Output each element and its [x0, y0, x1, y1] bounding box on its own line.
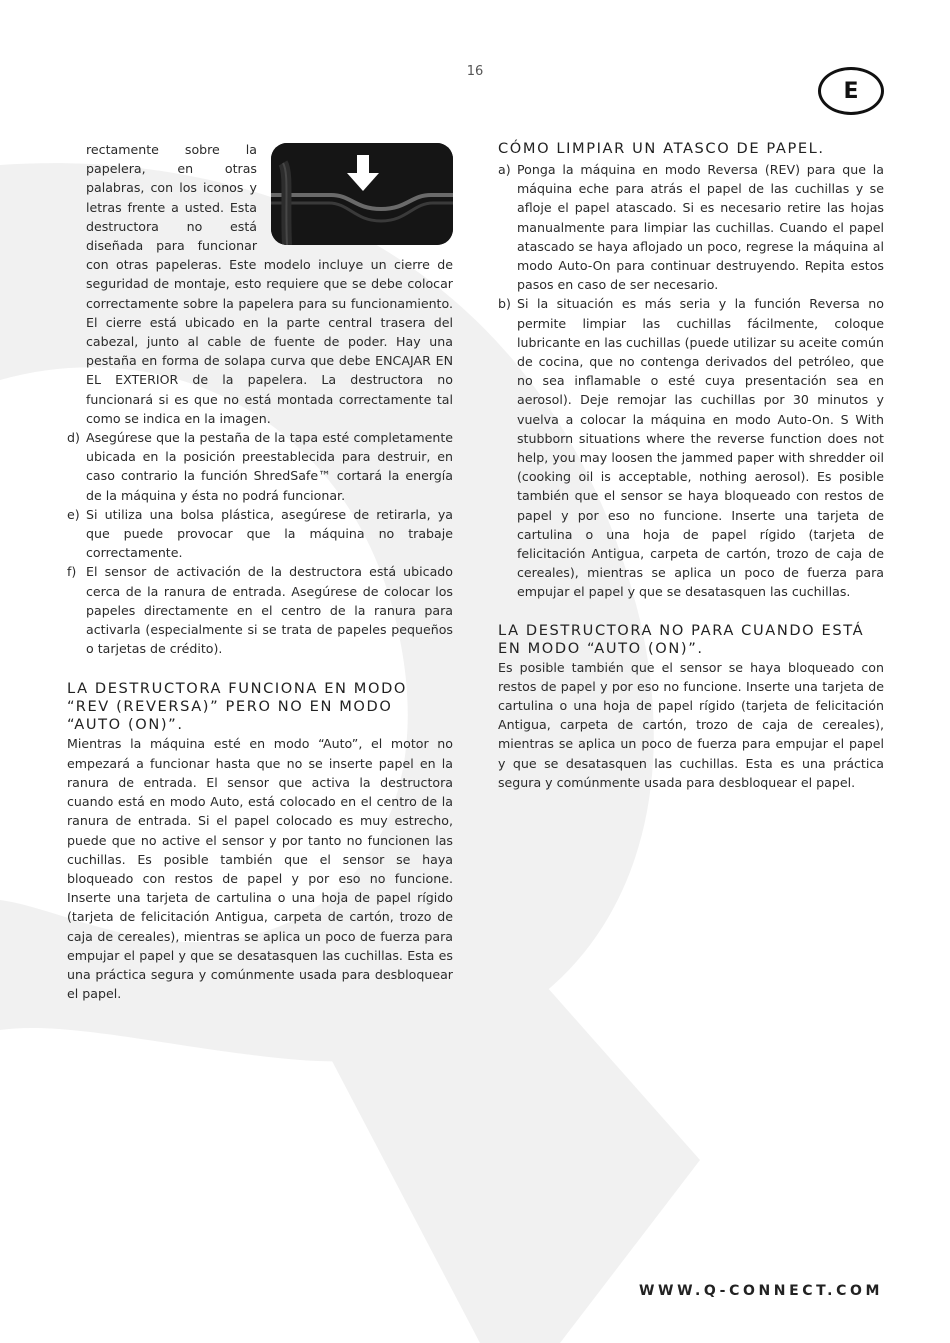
- section-heading-no-stop: LA DESTRUCTORA NO PARA CUANDO ESTÁ EN MODO “AUTO (ON)”.: [498, 621, 865, 657]
- footer-website: WWW.Q-CONNECT.COM: [639, 1283, 883, 1299]
- list-item-a: [498, 160, 884, 294]
- list-letter: f): [67, 564, 77, 580]
- list-text: Si utiliza una bolsa plástica, asegúrese de retirarla, ya que puede provocar que la máquina no trabaje correctamente.: [86, 506, 453, 561]
- list-letter: b): [498, 296, 511, 312]
- list-text: Ponga la máquina en modo Reversa (REV) para que la máquina eche para atrás el papel de las cuchillas y se afloje el papel atascado. Si es necesario retire las hojas manualmente para limpiar las cuchillas. Cuando el papel atascado se haya aflojado un poco, regrese la máquina al modo Auto-On para continuar destruyendo. Repita estos pasos en caso de ser necesario.: [517, 162, 884, 293]
- section-heading-rev-mode: LA DESTRUCTORA FUNCIONA EN MODO “REV (REVERSA)” PERO NO EN MODO “AUTO (ON)”.: [67, 680, 407, 734]
- list-letter: a): [498, 162, 511, 177]
- list-letter: d): [67, 430, 80, 446]
- section-heading-clear-jam: CÓMO LIMPIAR UN ATASCO DE PAPEL.: [498, 140, 825, 157]
- list-text: Si la situación es más seria y la función Reversa no permite limpiar las cuchillas fácilmente, coloque lubricante en las cuchillas (puede utilizar su aceite común de cocina, que no contenga derivados del petróleo, que no sea inflamable o esté cuya presentación sea en aerosol). Deje remojar las cuchillas por 30 minutos y vuelva a colocar la máquina en modo Auto-On. S With stubborn situations where the reverse function does not help, you may loosen the jammed paper with shredder oil (cooking oil is acceptable, nothing aerosol). Es posible también que el sensor se haya bloqueado con restos de papel y por eso no funcione. Inserte una tarjeta de cartulina o una hoja de papel rígido (tarjeta de felicitación Antigua, carpeta de cartón, trozo de caja de cereales), mientras se aplica un poco de fuerza para empujar el papel y que se desatasquen las cuchillas.: [517, 296, 884, 600]
- page-number: 16: [466, 64, 484, 79]
- intro-paragraph: [67, 140, 453, 428]
- right-column: [498, 140, 884, 792]
- shredder-lock-illustration: [271, 143, 453, 245]
- list-item-d: [67, 428, 453, 505]
- section-body-rev-mode: Mientras la máquina esté en modo “Auto”, el motor no empezará a funcionar hasta que no se inserte papel en la ranura de entrada. El sensor que activa la destructora cuando está en modo Auto, está colocado en el centro de la ranura de entrada. Si el papel colocado es muy estrecho, puede que no active el sensor y por tanto no funcionen las cuchillas. Es posible también que el sensor se haya bloqueado con restos de papel y por eso no funcione. Inserte una tarjeta de cartulina o una hoja de papel rígido (tarjeta de felicitación Antigua, carpeta de cartón, trozo de caja de cereales), mientras se aplica un poco de fuerza para empujar el papel y que se desatasquen las cuchillas. Esta es una práctica segura y comúnmente usada para desbloquear el papel.: [67, 736, 453, 1002]
- list-item-f: [67, 562, 453, 658]
- list-item-b: [498, 294, 884, 601]
- section-body-no-stop: Es posible también que el sensor se haya bloqueado con restos de papel y por eso no funcione. Inserte una tarjeta de cartulina o una hoja de papel rígido (tarjeta de felicitación Antigua, carpeta de cartón, trozo de caja de cereales), mientras se aplica un poco de fuerza para empujar el papel y que se desatasquen las cuchillas. Esta es una práctica segura y comúnmente usada para desbloquear el papel.: [498, 659, 884, 790]
- list-text: Asegúrese que la pestaña de la tapa esté completamente ubicada en la posición preestablecida para destruir, en caso contrario la función ShredSafe™ cortará la energía de la máquina y ésta no podrá funcionar.: [86, 430, 453, 503]
- language-badge: E: [818, 67, 884, 115]
- left-column: [67, 140, 453, 1003]
- list-text: El sensor de activación de la destructora está ubicado cerca de la ranura de entrada. Asegúrese de colocar los papeles directamente en el centro de la ranura para activarla (especialmente si se trata de papeles pequeños o tarjetas de crédito).: [86, 564, 453, 657]
- list-item-e: [67, 505, 453, 563]
- intro-text: rectamente sobre la papelera, en otras palabras, con los iconos y letras frente a usted. Esta destructora no está diseñada para funcionar con otras papeleras. Este modelo incluye un cierre de seguridad de montaje, esto requiere que se debe colocar correctamente sobre la papelera para su funcionamiento. El cierre está ubicado en la parte central trasera del cabezal, junto al cable de fuente de poder. Hay una pestaña en forma de solapa curva que debe ENCAJAR EN EL EXTERIOR de la papelera. La destructora no funcionará si es que no está montada correctamente tal como se indica en la imagen.: [86, 142, 453, 426]
- list-letter: e): [67, 506, 80, 522]
